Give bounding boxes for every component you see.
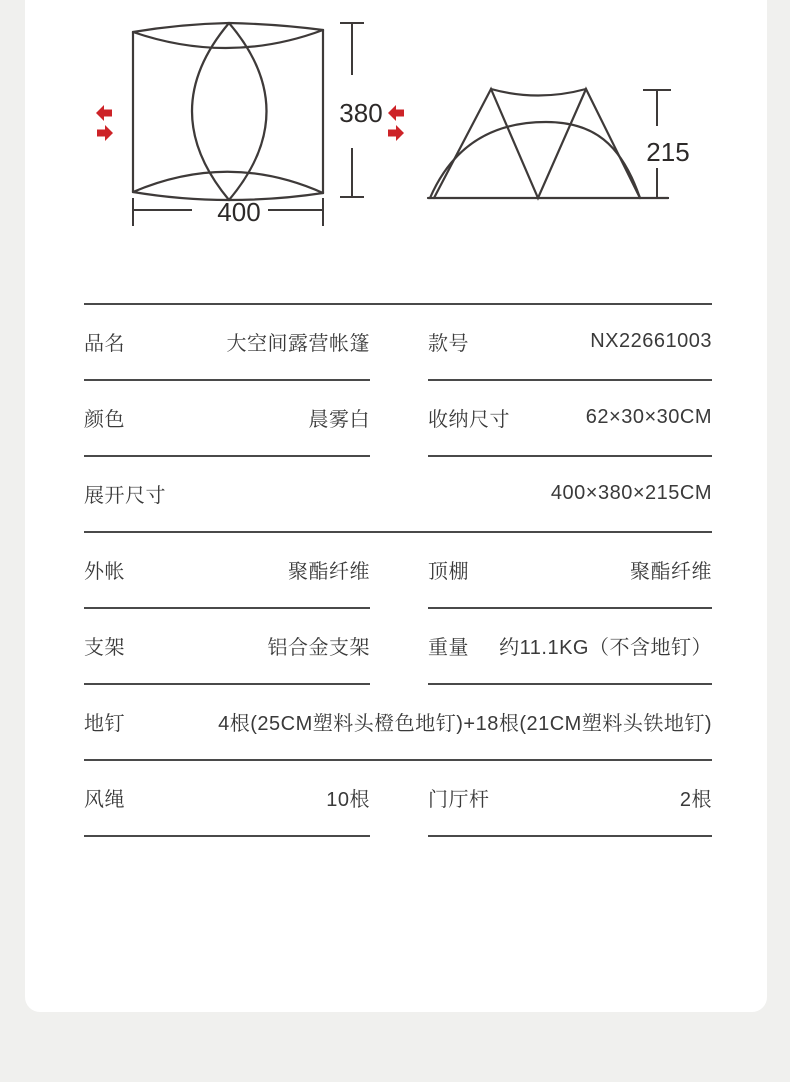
spec-cell-product-name [84, 303, 370, 379]
spec-label: 地钉 [84, 712, 125, 735]
spec-value: 铝合金支架 [267, 636, 370, 659]
arrow-left-icon [96, 105, 112, 121]
tent-dimension-diagrams [0, 0, 790, 260]
table-row [84, 303, 712, 379]
table-row [84, 455, 712, 531]
stretch-arrows-left [96, 105, 113, 141]
table-row [84, 531, 712, 607]
divider [84, 835, 370, 837]
spec-cell-packed-size [428, 379, 712, 455]
arrow-right-icon [97, 125, 113, 141]
spec-label: 风绳 [84, 788, 125, 811]
spec-label: 展开尺寸 [84, 484, 166, 507]
spec-label: 重量 [428, 636, 469, 659]
divider [428, 835, 712, 837]
spec-value: 62×30×30CM [585, 405, 712, 428]
top-view-height-label: 380 [339, 98, 383, 128]
spec-cell-canopy [428, 531, 712, 607]
arrow-right-icon [388, 125, 404, 141]
spec-value: 4根(25CM塑料头橙色地钉)+18根(21CM塑料头铁地钉) [218, 712, 712, 735]
spec-label: 款号 [428, 332, 469, 355]
spec-cell-frame [84, 607, 370, 683]
spec-value: 大空间露营帐篷 [226, 332, 370, 355]
spec-label: 颜色 [84, 408, 125, 431]
spec-cell-model-number [428, 303, 712, 379]
spec-cell-guy-ropes [84, 759, 370, 835]
arrow-left-icon [388, 105, 404, 121]
spec-cell-stakes [84, 683, 712, 759]
spec-value: 10根 [326, 788, 370, 811]
spec-label: 顶棚 [428, 560, 469, 583]
spec-label: 品名 [84, 332, 125, 355]
spec-label: 支架 [84, 636, 125, 659]
table-row [84, 683, 712, 759]
spec-value: NX22661003 [590, 329, 712, 352]
spec-cell-outer-tent [84, 531, 370, 607]
top-view-width-label: 400 [217, 197, 261, 227]
table-row [84, 759, 712, 835]
stretch-arrows-right [388, 105, 404, 141]
table-row [84, 607, 712, 683]
spec-label: 门厅杆 [428, 788, 490, 811]
spec-value: 2根 [679, 788, 712, 811]
tent-side-view-diagram [428, 89, 668, 198]
spec-label: 外帐 [84, 560, 125, 583]
spec-value: 聚酯纤维 [288, 560, 370, 583]
spec-value: 400×380×215CM [550, 481, 712, 504]
spec-value: 约11.1KG（不含地钉） [499, 636, 712, 659]
spec-value: 晨雾白 [308, 408, 370, 431]
table-row [84, 379, 712, 455]
spec-label: 收纳尺寸 [428, 408, 510, 431]
tent-top-view-diagram [133, 23, 323, 200]
spec-cell-unfolded-size [84, 455, 712, 531]
spec-cell-porch-poles [428, 759, 712, 835]
spec-cell-color [84, 379, 370, 455]
spec-cell-weight [428, 607, 712, 683]
side-view-height-label: 215 [646, 137, 690, 167]
spec-value: 聚酯纤维 [630, 560, 712, 583]
